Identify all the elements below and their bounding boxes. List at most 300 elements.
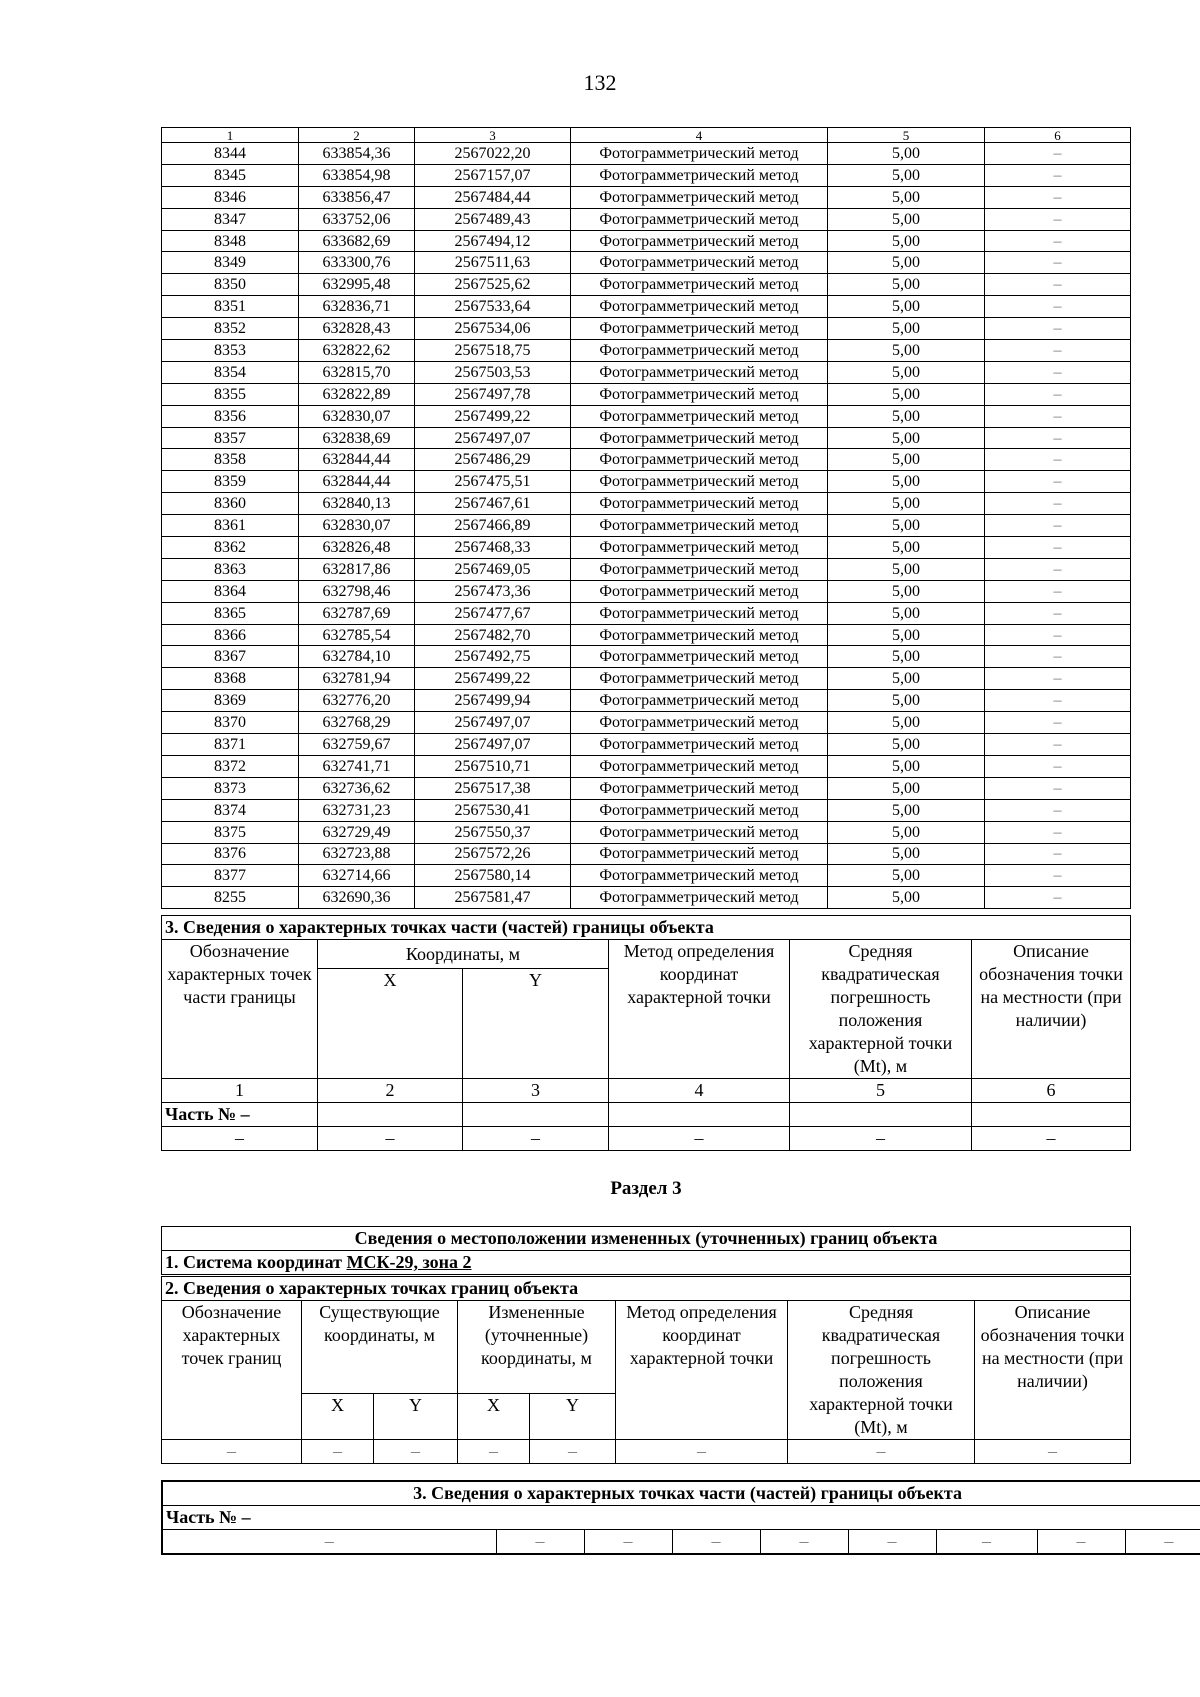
table-cell: Фотограмметрический метод [571,799,828,821]
table-cell: 8349 [162,252,299,274]
table-row [162,668,1131,690]
table-cell: 2567510,71 [415,755,571,777]
table-cell: Фотограмметрический метод [571,624,828,646]
table-cell: Фотограмметрический метод [571,296,828,318]
table-cell: 632768,29 [299,712,415,734]
header-method: Метод определения координат характерной точки [609,940,790,1079]
col-number: 4 [609,1079,790,1103]
table-cell: – [672,1530,760,1555]
table-cell: 2567492,75 [415,646,571,668]
table-cell: 2567497,07 [415,712,571,734]
header-description: Описание обозначения точки на местности (при наличии) [975,1301,1131,1440]
table-cell: 5,00 [828,734,985,756]
table-cell: 5,00 [828,865,985,887]
table-cell: 632776,20 [299,690,415,712]
table-cell: – [374,1440,458,1464]
table-cell: – [788,1440,975,1464]
table-row [162,558,1131,580]
table-cell: – [848,1530,936,1555]
table-cell: – [985,318,1131,340]
table-cell: 632784,10 [299,646,415,668]
table-row [162,712,1131,734]
boundary-points-table [161,127,1131,909]
col-number: 1 [162,128,299,143]
table-cell: 632838,69 [299,427,415,449]
table-cell: 2567581,47 [415,887,571,909]
table-cell: 2567477,67 [415,602,571,624]
table-row [162,493,1131,515]
table-row [162,208,1131,230]
table-cell: Фотограмметрический метод [571,405,828,427]
table-cell: 5,00 [828,668,985,690]
table-cell: 8355 [162,383,299,405]
header-y: Y [374,1394,458,1440]
table-cell: Фотограмметрический метод [571,843,828,865]
table-row [162,405,1131,427]
table-cell: – [985,252,1131,274]
table-cell: 2567022,20 [415,143,571,165]
changed-boundaries-table [161,1226,1131,1464]
table-cell: – [985,405,1131,427]
table-cell: 8348 [162,230,299,252]
table-row [162,1127,1131,1151]
table-cell: – [985,230,1131,252]
table-cell: 5,00 [828,471,985,493]
table-cell: – [985,887,1131,909]
table-cell: 8371 [162,734,299,756]
table-cell: 5,00 [828,646,985,668]
table-row [162,1530,1200,1555]
table-cell: 8366 [162,624,299,646]
table-cell: – [985,274,1131,296]
table-cell: 632995,48 [299,274,415,296]
table-row [162,164,1131,186]
table-cell: Фотограмметрический метод [571,186,828,208]
table-cell: 2567503,53 [415,361,571,383]
table-row [162,602,1131,624]
table-cell: 2567499,22 [415,405,571,427]
table-cell: 632736,62 [299,777,415,799]
table-cell: 632822,62 [299,340,415,362]
table-cell: 5,00 [828,405,985,427]
coordinate-system-label: 1. Система координат [165,1252,347,1272]
table-cell: 5,00 [828,143,985,165]
table-cell: 5,00 [828,361,985,383]
table-cell: Фотограмметрический метод [571,164,828,186]
table-row [162,646,1131,668]
table-cell: 8373 [162,777,299,799]
header-existing-coordinates: Существующие координаты, м [302,1301,458,1394]
table-cell: – [985,734,1131,756]
table-row [162,252,1131,274]
table-cell: 632844,44 [299,471,415,493]
table-cell: 632729,49 [299,821,415,843]
table-cell: 8363 [162,558,299,580]
table-cell: – [985,361,1131,383]
col-number: 5 [828,128,985,143]
table-cell: – [985,558,1131,580]
table-row [162,821,1131,843]
table-cell: 8345 [162,164,299,186]
table-cell: Фотограмметрический метод [571,340,828,362]
table-cell: – [975,1440,1131,1464]
header-x: X [302,1394,374,1440]
table-cell: 2567467,61 [415,493,571,515]
table-cell: 632781,94 [299,668,415,690]
col-number: 1 [162,1079,318,1103]
table-cell: – [760,1530,848,1555]
table-cell: 2567572,26 [415,843,571,865]
table-cell: 632830,07 [299,405,415,427]
table-cell: 5,00 [828,427,985,449]
table-cell: – [985,646,1131,668]
table-cell: – [985,186,1131,208]
table-cell: 8352 [162,318,299,340]
table-cell: 633854,36 [299,143,415,165]
table-cell: – [985,164,1131,186]
table-cell: – [985,799,1131,821]
table-cell: 633300,76 [299,252,415,274]
table-cell: – [463,1127,609,1151]
table-cell: 632828,43 [299,318,415,340]
table-cell: 8347 [162,208,299,230]
table-row [162,887,1131,909]
section-title: Раздел 3 [610,1178,682,1199]
table-cell: 2567466,89 [415,515,571,537]
header-changed-coordinates: Измененные (уточненные) координаты, м [458,1301,616,1394]
table-cell: 8375 [162,821,299,843]
table-cell: – [530,1440,616,1464]
table-cell: 8350 [162,274,299,296]
table-cell: – [985,296,1131,318]
table-cell: 5,00 [828,755,985,777]
changed-part-points-table [161,1480,1200,1555]
table-cell: 632798,46 [299,580,415,602]
table-cell: 632741,71 [299,755,415,777]
table-cell: 2567550,37 [415,821,571,843]
table-cell: Фотограмметрический метод [571,777,828,799]
table-cell: 5,00 [828,690,985,712]
table-cell: 632840,13 [299,493,415,515]
table-row [162,515,1131,537]
table-cell: – [790,1127,972,1151]
table-cell: 8368 [162,668,299,690]
part-points-table [161,915,1131,1151]
table-cell: – [936,1530,1037,1555]
table-row [162,230,1131,252]
table-row [162,799,1131,821]
col-number: 3 [463,1079,609,1103]
table-row [162,449,1131,471]
header-designation: Обозначение характерных точек границ [162,1301,302,1440]
table-cell: 2567533,64 [415,296,571,318]
table-cell: 2567157,07 [415,164,571,186]
table-cell: Фотограмметрический метод [571,755,828,777]
table-cell: 2567499,94 [415,690,571,712]
part-points-title: 3. Сведения о характерных точках части (частей) границы объекта [162,1481,1200,1506]
table-cell: 8370 [162,712,299,734]
table-cell: – [985,690,1131,712]
col-number: 2 [299,128,415,143]
table-row [162,361,1131,383]
table-cell: 5,00 [828,843,985,865]
table-cell: 5,00 [828,208,985,230]
table-cell: Фотограмметрический метод [571,274,828,296]
table-cell: 8353 [162,340,299,362]
header-method: Метод определения координат характерной точки [616,1301,788,1440]
table-cell: 2567534,06 [415,318,571,340]
table-cell: 632787,69 [299,602,415,624]
table-cell: – [985,821,1131,843]
table-cell: 8346 [162,186,299,208]
table-cell: 633856,47 [299,186,415,208]
table-row [162,1440,1131,1464]
table-cell: Фотограмметрический метод [571,537,828,559]
table-cell: 5,00 [828,296,985,318]
table-cell: 8255 [162,887,299,909]
table-cell: 8365 [162,602,299,624]
table-cell: 5,00 [828,777,985,799]
table-cell: Фотограмметрический метод [571,865,828,887]
table-cell: – [162,1530,496,1555]
table-row [162,143,1131,165]
table-cell: 5,00 [828,515,985,537]
table-cell: 8374 [162,799,299,821]
table-cell: – [985,755,1131,777]
table-cell: 8369 [162,690,299,712]
table-cell: Фотограмметрический метод [571,471,828,493]
table-cell: 632817,86 [299,558,415,580]
table-cell: Фотограмметрический метод [571,318,828,340]
table-cell: Фотограмметрический метод [571,712,828,734]
table-cell: – [985,580,1131,602]
table-row [162,318,1131,340]
table-cell: 632690,36 [299,887,415,909]
table-cell: 8358 [162,449,299,471]
table-cell: – [985,843,1131,865]
table-row [162,777,1131,799]
table-cell: 2567468,33 [415,537,571,559]
table-cell: – [162,1127,318,1151]
table-cell: – [616,1440,788,1464]
table-cell: 2567475,51 [415,471,571,493]
table-row [162,340,1131,362]
table-cell: Фотограмметрический метод [571,646,828,668]
table-row [162,471,1131,493]
table-cell: 632826,48 [299,537,415,559]
table-cell: 5,00 [828,558,985,580]
section-heading: Сведения о местоположении измененных (уточненных) границ объекта [162,1227,1131,1251]
table-cell: – [985,449,1131,471]
table-cell: Фотограмметрический метод [571,580,828,602]
table-cell: 5,00 [828,164,985,186]
table-cell: 8376 [162,843,299,865]
header-error: Средняя квадратическая погрешность положения характерной точки (Mt), м [788,1301,975,1440]
table-cell: – [985,427,1131,449]
table-cell: 8377 [162,865,299,887]
table-cell: Фотограмметрический метод [571,427,828,449]
table-cell: – [985,602,1131,624]
header-error: Средняя квадратическая погрешность положения характерной точки (Mt), м [790,940,972,1079]
table-cell: 632714,66 [299,865,415,887]
table-cell: 632836,71 [299,296,415,318]
table-cell: 632815,70 [299,361,415,383]
table-cell: 8359 [162,471,299,493]
table-cell: – [985,624,1131,646]
col-number: 4 [571,128,828,143]
table-cell: 5,00 [828,537,985,559]
table-cell: 5,00 [828,340,985,362]
header-y: Y [530,1394,616,1440]
coordinate-system-value: МСК-29, зона 2 [346,1252,472,1272]
table-cell: Фотограмметрический метод [571,668,828,690]
table-cell: – [985,493,1131,515]
table-cell: – [985,208,1131,230]
table-cell: 632822,89 [299,383,415,405]
table-cell: – [458,1440,530,1464]
table-cell: – [985,515,1131,537]
table-cell: 632844,44 [299,449,415,471]
table-cell: – [985,777,1131,799]
page-number: 132 [583,70,617,95]
table-row [162,274,1131,296]
table-cell: 2567473,36 [415,580,571,602]
table-cell: 2567484,44 [415,186,571,208]
table-cell: 5,00 [828,186,985,208]
table-cell: 8372 [162,755,299,777]
table-cell: 2567482,70 [415,624,571,646]
table-cell: Фотограмметрический метод [571,493,828,515]
table-cell: 2567518,75 [415,340,571,362]
table-row [162,624,1131,646]
part-label: Часть № – [162,1103,318,1127]
table-cell: 632731,23 [299,799,415,821]
table-cell: 2567497,07 [415,427,571,449]
table-row [162,865,1131,887]
table-row [162,427,1131,449]
table-cell: – [584,1530,672,1555]
table-cell: 5,00 [828,449,985,471]
table-cell: 8357 [162,427,299,449]
table-cell: – [985,143,1131,165]
header-x: X [318,969,463,1079]
table-cell: 633854,98 [299,164,415,186]
table-cell: 8351 [162,296,299,318]
header-description: Описание обозначения точки на местности (при наличии) [972,940,1131,1079]
table-cell: 5,00 [828,821,985,843]
table-row [162,843,1131,865]
table-cell: Фотограмметрический метод [571,558,828,580]
table-cell: 5,00 [828,624,985,646]
table-cell: Фотограмметрический метод [571,515,828,537]
table-cell: 2567489,43 [415,208,571,230]
table-cell: 8364 [162,580,299,602]
table-row [162,296,1131,318]
table-cell: 633752,06 [299,208,415,230]
table-cell: 2567499,22 [415,668,571,690]
table-cell: 2567469,05 [415,558,571,580]
table-cell: – [972,1127,1131,1151]
table-cell: 5,00 [828,712,985,734]
header-y: Y [463,969,609,1079]
table-cell: Фотограмметрический метод [571,208,828,230]
table-cell: 8367 [162,646,299,668]
table-cell: Фотограмметрический метод [571,230,828,252]
table-cell: 8360 [162,493,299,515]
column-number-row [162,128,1131,143]
table-cell: – [318,1127,463,1151]
table-cell: – [985,668,1131,690]
table-cell: Фотограмметрический метод [571,821,828,843]
table-cell: 5,00 [828,602,985,624]
table-cell: 2567530,41 [415,799,571,821]
col-number: 2 [318,1079,463,1103]
table-cell: 5,00 [828,799,985,821]
table-cell: – [302,1440,374,1464]
table-cell: 5,00 [828,274,985,296]
table-cell: – [162,1440,302,1464]
part-points-title: 3. Сведения о характерных точках части (частей) границы объекта [162,916,1131,940]
table-cell: – [609,1127,790,1151]
header-coordinates: Координаты, м [318,940,609,969]
table-cell: 633682,69 [299,230,415,252]
table-row [162,580,1131,602]
table-cell: 2567525,62 [415,274,571,296]
table-cell: 2567517,38 [415,777,571,799]
table-cell: 5,00 [828,230,985,252]
points-title: 2. Сведения о характерных точках границ объекта [162,1276,1131,1301]
table-cell: 5,00 [828,252,985,274]
table-cell: Фотограмметрический метод [571,887,828,909]
col-number: 3 [415,128,571,143]
table-cell: 5,00 [828,383,985,405]
table-row [162,690,1131,712]
table-cell: Фотограмметрический метод [571,449,828,471]
table-cell: Фотограмметрический метод [571,143,828,165]
table-cell: 8356 [162,405,299,427]
table-cell: – [985,712,1131,734]
table-cell: 8344 [162,143,299,165]
col-number: 5 [790,1079,972,1103]
table-cell: 2567511,63 [415,252,571,274]
table-row [162,383,1131,405]
table-cell: 5,00 [828,580,985,602]
table-cell: – [985,865,1131,887]
table-cell: 632785,54 [299,624,415,646]
table-cell: 632723,88 [299,843,415,865]
table-cell: 8354 [162,361,299,383]
table-cell: – [985,383,1131,405]
table-cell: 632830,07 [299,515,415,537]
table-cell: 5,00 [828,318,985,340]
table-row [162,186,1131,208]
table-cell: 8361 [162,515,299,537]
table-row [162,755,1131,777]
table-cell: – [985,471,1131,493]
table-row [162,537,1131,559]
table-cell: 8362 [162,537,299,559]
table-cell: 632759,67 [299,734,415,756]
table-cell: 5,00 [828,887,985,909]
table-cell: 2567580,14 [415,865,571,887]
coordinate-system [162,1251,1131,1276]
table-cell: Фотограмметрический метод [571,602,828,624]
table-cell: Фотограмметрический метод [571,734,828,756]
table-cell: 2567497,07 [415,734,571,756]
table-cell: 2567497,78 [415,383,571,405]
table-cell: Фотограмметрический метод [571,361,828,383]
table-cell: 5,00 [828,493,985,515]
